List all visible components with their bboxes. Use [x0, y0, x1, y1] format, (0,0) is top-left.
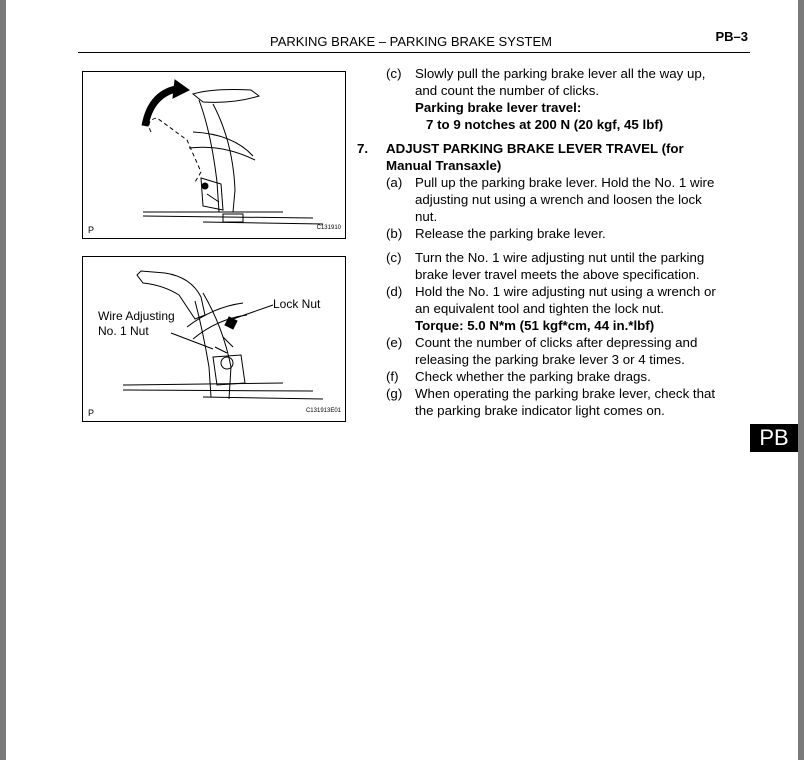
step-marker: (f)	[386, 369, 399, 384]
step-marker: (d)	[386, 284, 403, 299]
page-number: PB–3	[715, 29, 748, 44]
section-title: ADJUST PARKING BRAKE LEVER TRAVEL (for	[386, 141, 684, 156]
step-marker: (c)	[386, 66, 402, 81]
section-number: 7.	[357, 141, 369, 156]
figure-corner-letter: P	[88, 225, 95, 235]
step-marker: (e)	[386, 335, 403, 350]
step-text: brake lever travel meets the above specification.	[415, 267, 700, 282]
lock-nut-illustration	[83, 257, 345, 421]
step-text: nut.	[415, 209, 438, 224]
step-marker: (g)	[386, 386, 403, 401]
figure-code: C131910	[316, 225, 341, 231]
header-rule	[78, 52, 750, 53]
step-text: adjusting nut using a wrench and loosen the lock	[415, 192, 702, 207]
spec-label: Parking brake lever travel:	[415, 100, 582, 115]
section-title: Manual Transaxle)	[386, 158, 502, 173]
step-text: Slowly pull the parking brake lever all the way up,	[415, 66, 706, 81]
wire-adjusting-label-line2: No. 1 Nut	[98, 324, 149, 338]
step-text: the parking brake indicator light comes on.	[415, 403, 665, 418]
step-marker: (a)	[386, 175, 403, 190]
figure-lock-nut	[82, 256, 346, 422]
step-text: Hold the No. 1 wire adjusting nut using a wrench or	[415, 284, 716, 299]
step-marker: (c)	[386, 250, 402, 265]
step-text: Check whether the parking brake drags.	[415, 369, 651, 384]
step-text: an equivalent tool and tighten the lock nut.	[415, 301, 665, 316]
spec-value: 7 to 9 notches at 200 N (20 kgf, 45 lbf)	[426, 117, 664, 132]
step-text: Turn the No. 1 wire adjusting nut until the parking	[415, 250, 705, 265]
figure-lever-pull	[82, 71, 346, 239]
step-text: releasing the parking brake lever 3 or 4 times.	[415, 352, 685, 367]
step-text: When operating the parking brake lever, check that	[415, 386, 716, 401]
figure-code: C131913E01	[305, 408, 341, 414]
step-text: Release the parking brake lever.	[415, 226, 606, 241]
step-marker: (b)	[386, 226, 403, 241]
step-text: Count the number of clicks after depressing and	[415, 335, 698, 350]
lever-pull-illustration	[83, 72, 345, 238]
figure-corner-letter: P	[88, 408, 95, 418]
manual-page	[6, 0, 798, 760]
lock-nut-label: Lock Nut	[273, 297, 321, 311]
wire-adjusting-label-line1: Wire Adjusting	[98, 309, 175, 323]
torque-spec: Torque: 5.0 N*m (51 kgf*cm, 44 in.*lbf)	[415, 318, 655, 333]
step-text: Pull up the parking brake lever. Hold the No. 1 wire	[415, 175, 715, 190]
page-header-title: PARKING BRAKE – PARKING BRAKE SYSTEM	[270, 34, 552, 49]
section-tab: PB	[750, 424, 798, 452]
step-text: and count the number of clicks.	[415, 83, 600, 98]
